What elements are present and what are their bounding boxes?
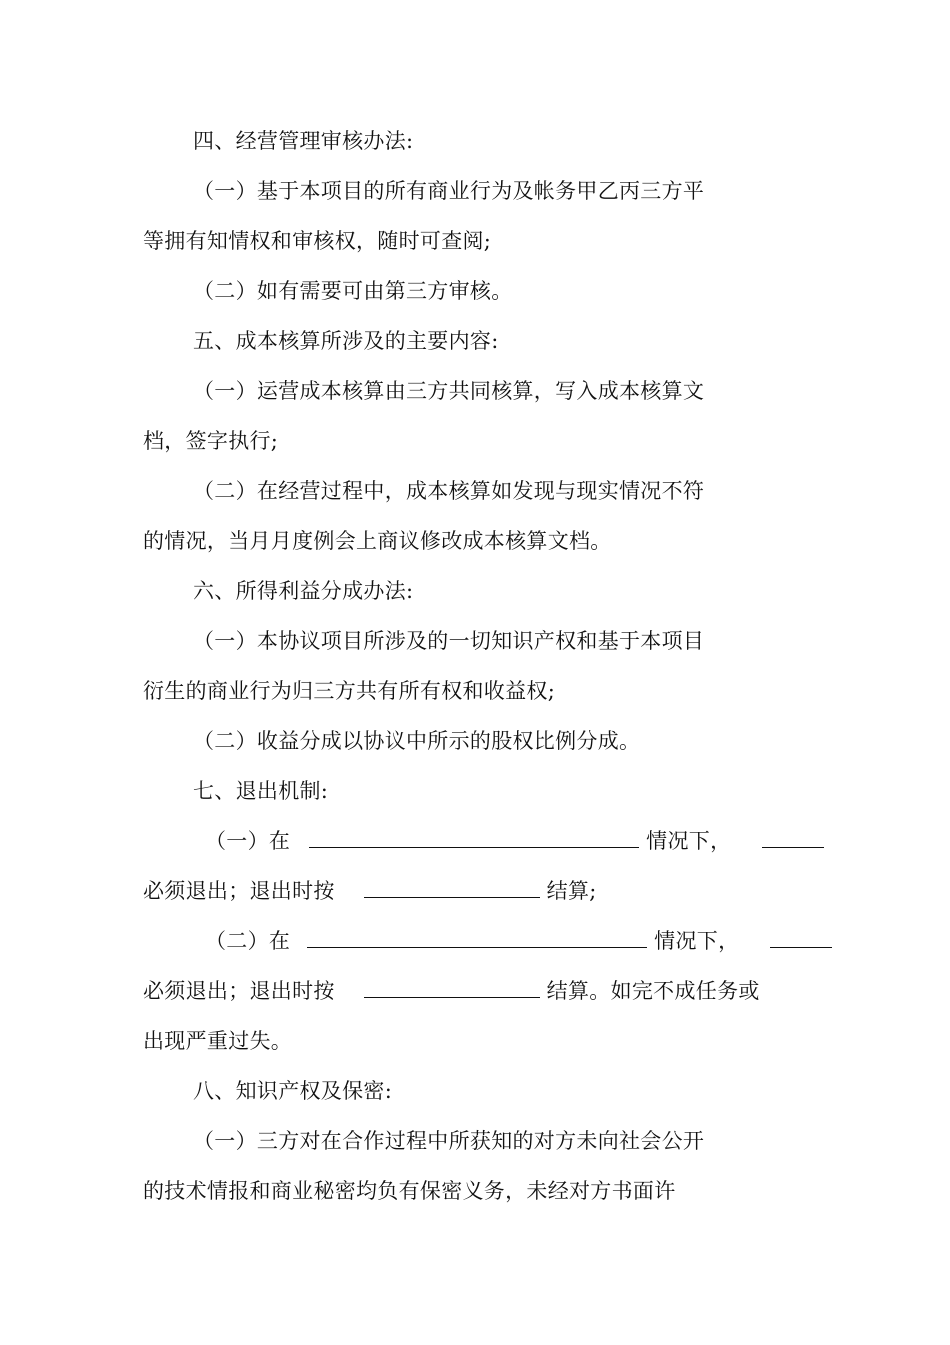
section-heading-7: 七、退出机制: [193,779,329,803]
clause-middle: 情况下， [646,829,732,853]
blank-field [309,829,639,848]
blank-field [307,929,647,948]
clause-text: 结算。如完不成任务或 [546,979,760,1003]
clause-prefix: （一）在 [205,829,291,853]
paragraph-line: 衍生的商业行为归三方共有所有权和收益权; [143,679,556,703]
paragraph-line: 等拥有知情权和审核权，随时可查阅; [143,229,492,253]
paragraph-line: （一）本协议项目所涉及的一切知识产权和基于本项目 [193,629,705,653]
clause-prefix: （二）在 [205,929,291,953]
clause-text: 必须退出；退出时按 [143,879,335,903]
blank-field [762,829,824,848]
blank-field [364,879,540,898]
paragraph-line: （二）如有需要可由第三方审核。 [193,279,513,303]
exit-clause-2-line3: 出现严重过失。 [143,1029,293,1053]
section-heading-5: 五、成本核算所涉及的主要内容: [193,329,499,353]
exit-clause-2-line1 [205,928,832,954]
clause-middle: 情况下， [654,929,740,953]
section-heading-4: 四、经营管理审核办法: [193,129,414,153]
clause-text: 结算; [546,879,597,903]
paragraph-line: （一）运营成本核算由三方共同核算，写入成本核算文 [193,379,705,403]
blank-field [364,979,540,998]
section-heading-6: 六、所得利益分成办法: [193,579,414,603]
paragraph-line: 档，签字执行; [143,429,279,453]
exit-clause-1-line1 [205,828,824,854]
paragraph-line: 的技术情报和商业秘密均负有保密义务，未经对方书面许 [143,1179,676,1203]
blank-field [770,929,832,948]
exit-clause-1-line2 [143,878,597,904]
section-heading-8: 八、知识产权及保密: [193,1079,393,1103]
paragraph-line: （二）收益分成以协议中所示的股权比例分成。 [193,729,641,753]
paragraph-line: （一）三方对在合作过程中所获知的对方未向社会公开 [193,1129,705,1153]
exit-clause-2-line2 [143,978,760,1004]
paragraph-line: 的情况，当月月度例会上商议修改成本核算文档。 [143,529,612,553]
paragraph-line: （二）在经营过程中，成本核算如发现与现实情况不符 [193,479,705,503]
clause-text: 必须退出；退出时按 [143,979,335,1003]
paragraph-line: （一）基于本项目的所有商业行为及帐务甲乙丙三方平 [193,179,705,203]
